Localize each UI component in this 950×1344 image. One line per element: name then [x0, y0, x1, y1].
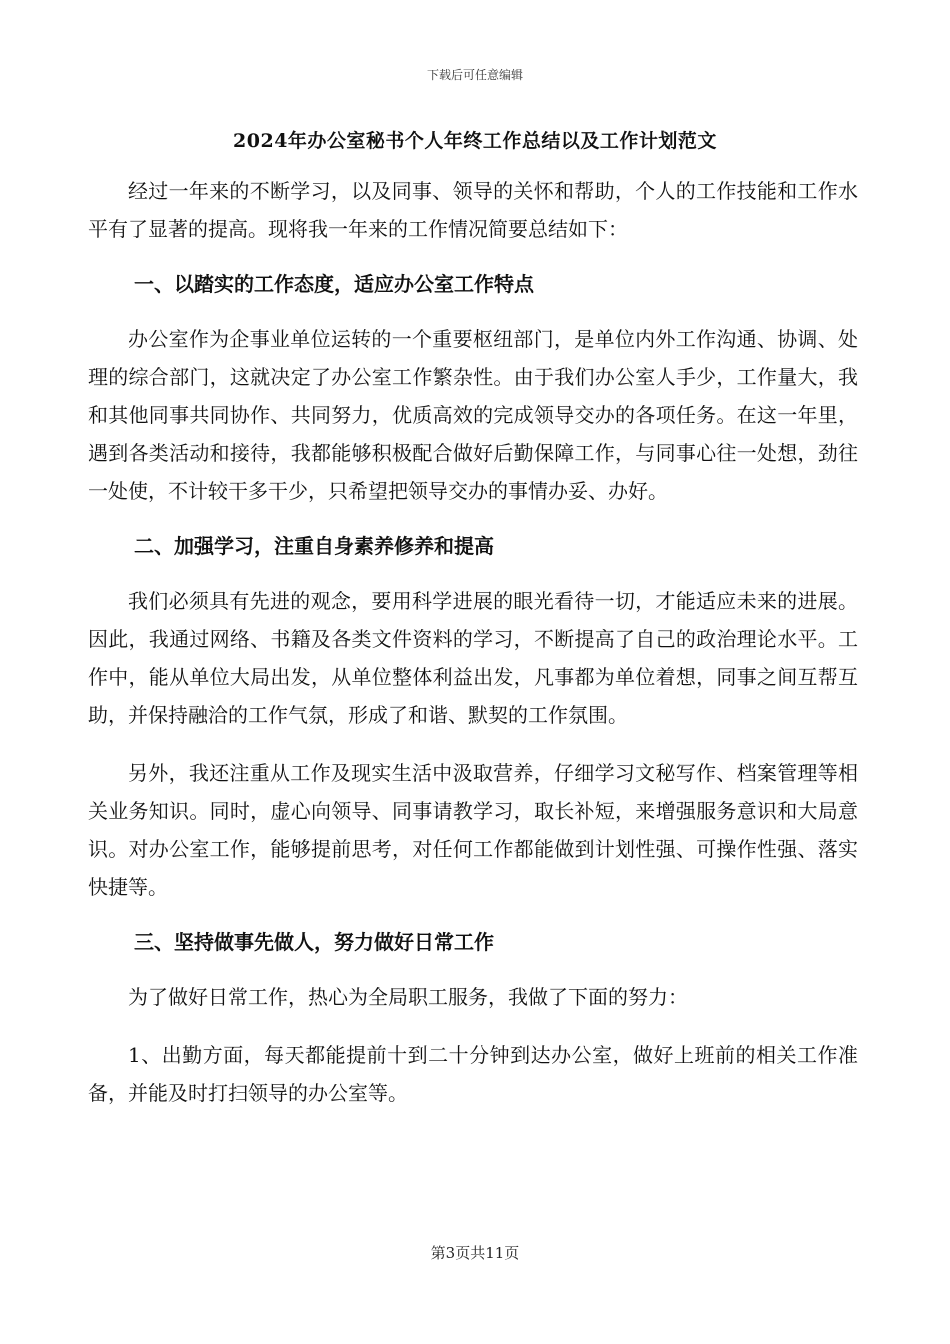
- section-3-paragraph-1: 为了做好日常工作，热心为全局职工服务，我做了下面的努力：: [128, 985, 688, 1009]
- section-2-paragraph-1: 我们必须具有先进的观念，要用科学进展的眼光看待一切，才能适应未来的进展。因此，我通过网络、书籍及各类文件资料的学习，不断提高了自己的政治理论水平。工作中，能从单位大局出发，从单位整体利益出发，凡事都为单位着想，同事之间互帮互助，并保持融洽的工作气氛，形成了和谐、默契的工作氛围。: [88, 589, 858, 727]
- document-title: 2024年办公室秘书个人年终工作总结以及工作计划范文: [233, 130, 717, 152]
- intro-paragraph: 经过一年来的不断学习，以及同事、领导的关怀和帮助，个人的工作技能和工作水平有了显著的提高。现将我一年来的工作情况简要总结如下：: [88, 179, 858, 241]
- section-3-paragraph-2: 1、出勤方面，每天都能提前十到二十分钟到达办公室，做好上班前的相关工作准备，并能及时打扫领导的办公室等。: [88, 1043, 858, 1105]
- header-note: 下载后可任意编辑: [426, 68, 523, 82]
- section-2-paragraph-2: 另外，我还注重从工作及现实生活中汲取营养，仔细学习文秘写作、档案管理等相关业务知识。同时，虚心向领导、同事请教学习，取长补短，来增强服务意识和大局意识。对办公室工作，能够提前思考，对任何工作都能做到计划性强、可操作性强、落实快捷等。: [88, 761, 858, 899]
- section-1-paragraph-1: 办公室作为企事业单位运转的一个重要枢纽部门，是单位内外工作沟通、协调、处理的综合部门，这就决定了办公室工作繁杂性。由于我们办公室人手少，工作量大，我和其他同事共同协作、共同努力，优质高效的完成领导交办的各项任务。在这一年里，遇到各类活动和接待，我都能够积极配合做好后勤保障工作，与同事心往一处想，劲往一处使，不计较干多干少，只希望把领导交办的事情办妥、办好。: [88, 327, 858, 503]
- page-number: 第3页共11页: [430, 1244, 520, 1262]
- document-body: [88, 172, 858, 1112]
- section-1-heading: 一、以踏实的工作态度，适应办公室工作特点: [134, 272, 534, 296]
- section-3-heading: 三、坚持做事先做人，努力做好日常工作: [134, 930, 494, 954]
- section-2-heading: 二、加强学习，注重自身素养修养和提高: [134, 534, 494, 558]
